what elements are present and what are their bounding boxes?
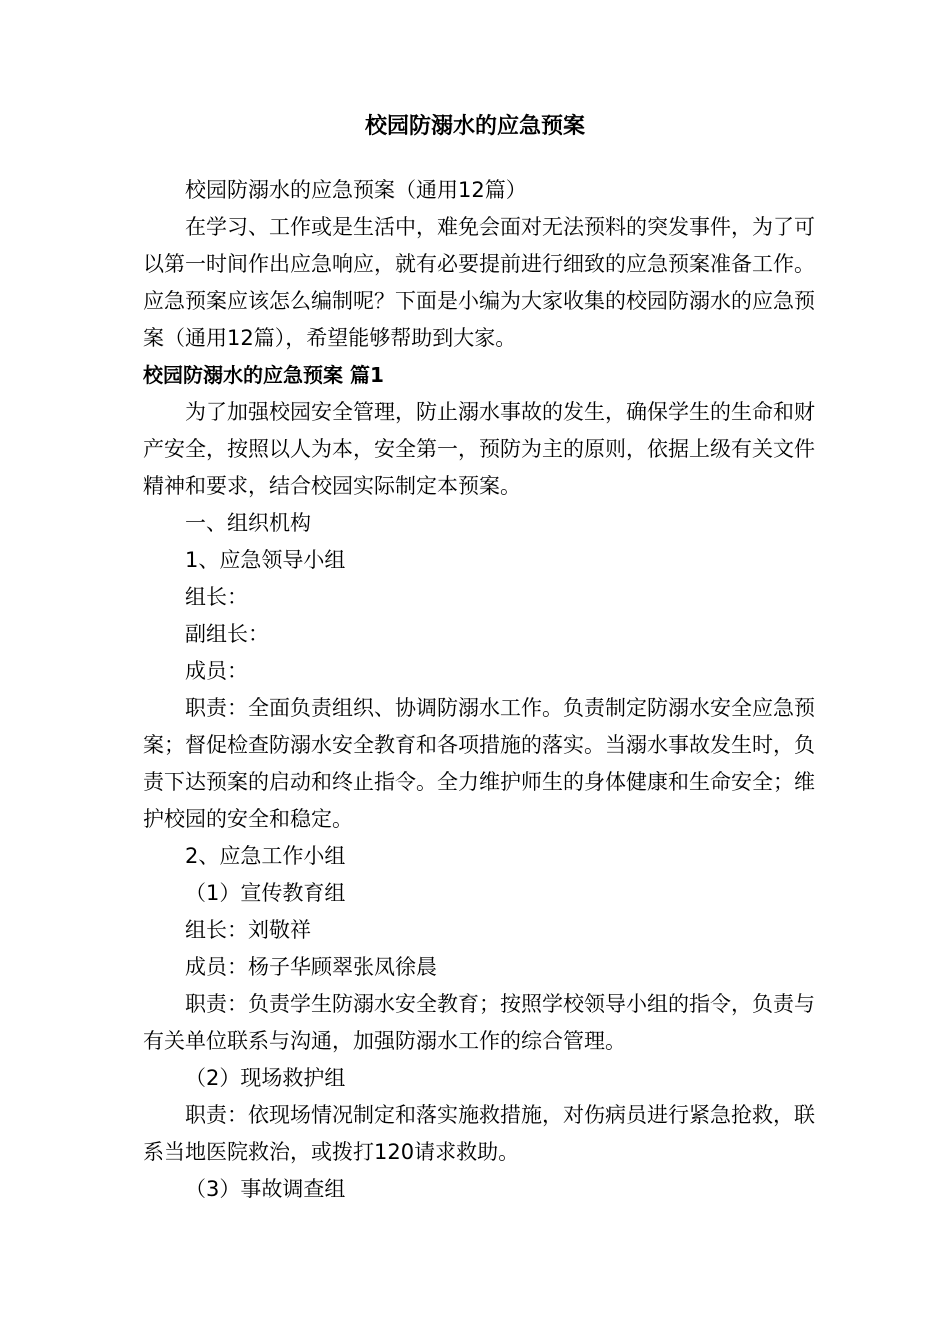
paragraph-leadership-group: 1、应急领导小组 [185,548,346,572]
paragraph-investigation-team: （3）事故调查组 [185,1177,346,1201]
document-body [143,172,815,1208]
document-title: 校园防溺水的应急预案 [364,114,585,139]
paragraph-rescue-team: （2）现场救护组 [185,1066,346,1090]
paragraph-organization: 一、组织机构 [185,511,311,535]
paragraph-rescue-duties: 职责：依现场情况制定和落实施救措施，对伤病员进行紧急抢救，联系当地医院救治，或拨打120请求救助。 [143,1103,815,1164]
paragraph-leadership-duties: 职责：全面负责组织、协调防溺水工作。负责制定防溺水安全应急预案；督促检查防溺水安全教育和各项措施的落实。当溺水事故发生时，负责下达预案的启动和终止指令。全力维护师生的身体健康和生命安全；维护校园的安全和稳定。 [143,696,815,831]
paragraph-intro: 在学习、工作或是生活中，难免会面对无法预料的突发事件，为了可以第一时间作出应急响应，就有必要提前进行细致的应急预案准备工作。应急预案应该怎么编制呢？下面是小编为大家收集的校园防溺水的应急预案（通用12篇），希望能够帮助到大家。 [143,215,815,350]
paragraph-purpose: 为了加强校园安全管理，防止溺水事故的发生，确保学生的生命和财产安全，按照以人为本，安全第一，预防为主的原则，依据上级有关文件精神和要求，结合校园实际制定本预案。 [143,400,815,498]
paragraph-work-group: 2、应急工作小组 [185,844,346,868]
paragraph-education-team: （1）宣传教育组 [185,881,346,905]
paragraph-deputy-leader: 副组长： [185,622,269,646]
paragraph-members: 成员： [185,659,248,683]
paragraph-group-leader: 组长： [185,585,248,609]
paragraph-subtitle: 校园防溺水的应急预案（通用12篇） [185,178,527,202]
paragraph-education-leader: 组长：刘敬祥 [185,918,311,942]
paragraph-education-duties: 职责：负责学生防溺水安全教育；按照学校领导小组的指令，负责与有关单位联系与沟通，加强防溺水工作的综合管理。 [143,992,815,1053]
paragraph-education-members: 成员：杨子华顾翠张凤徐晨 [185,955,437,979]
section-heading: 校园防溺水的应急预案 篇1 [143,363,384,387]
